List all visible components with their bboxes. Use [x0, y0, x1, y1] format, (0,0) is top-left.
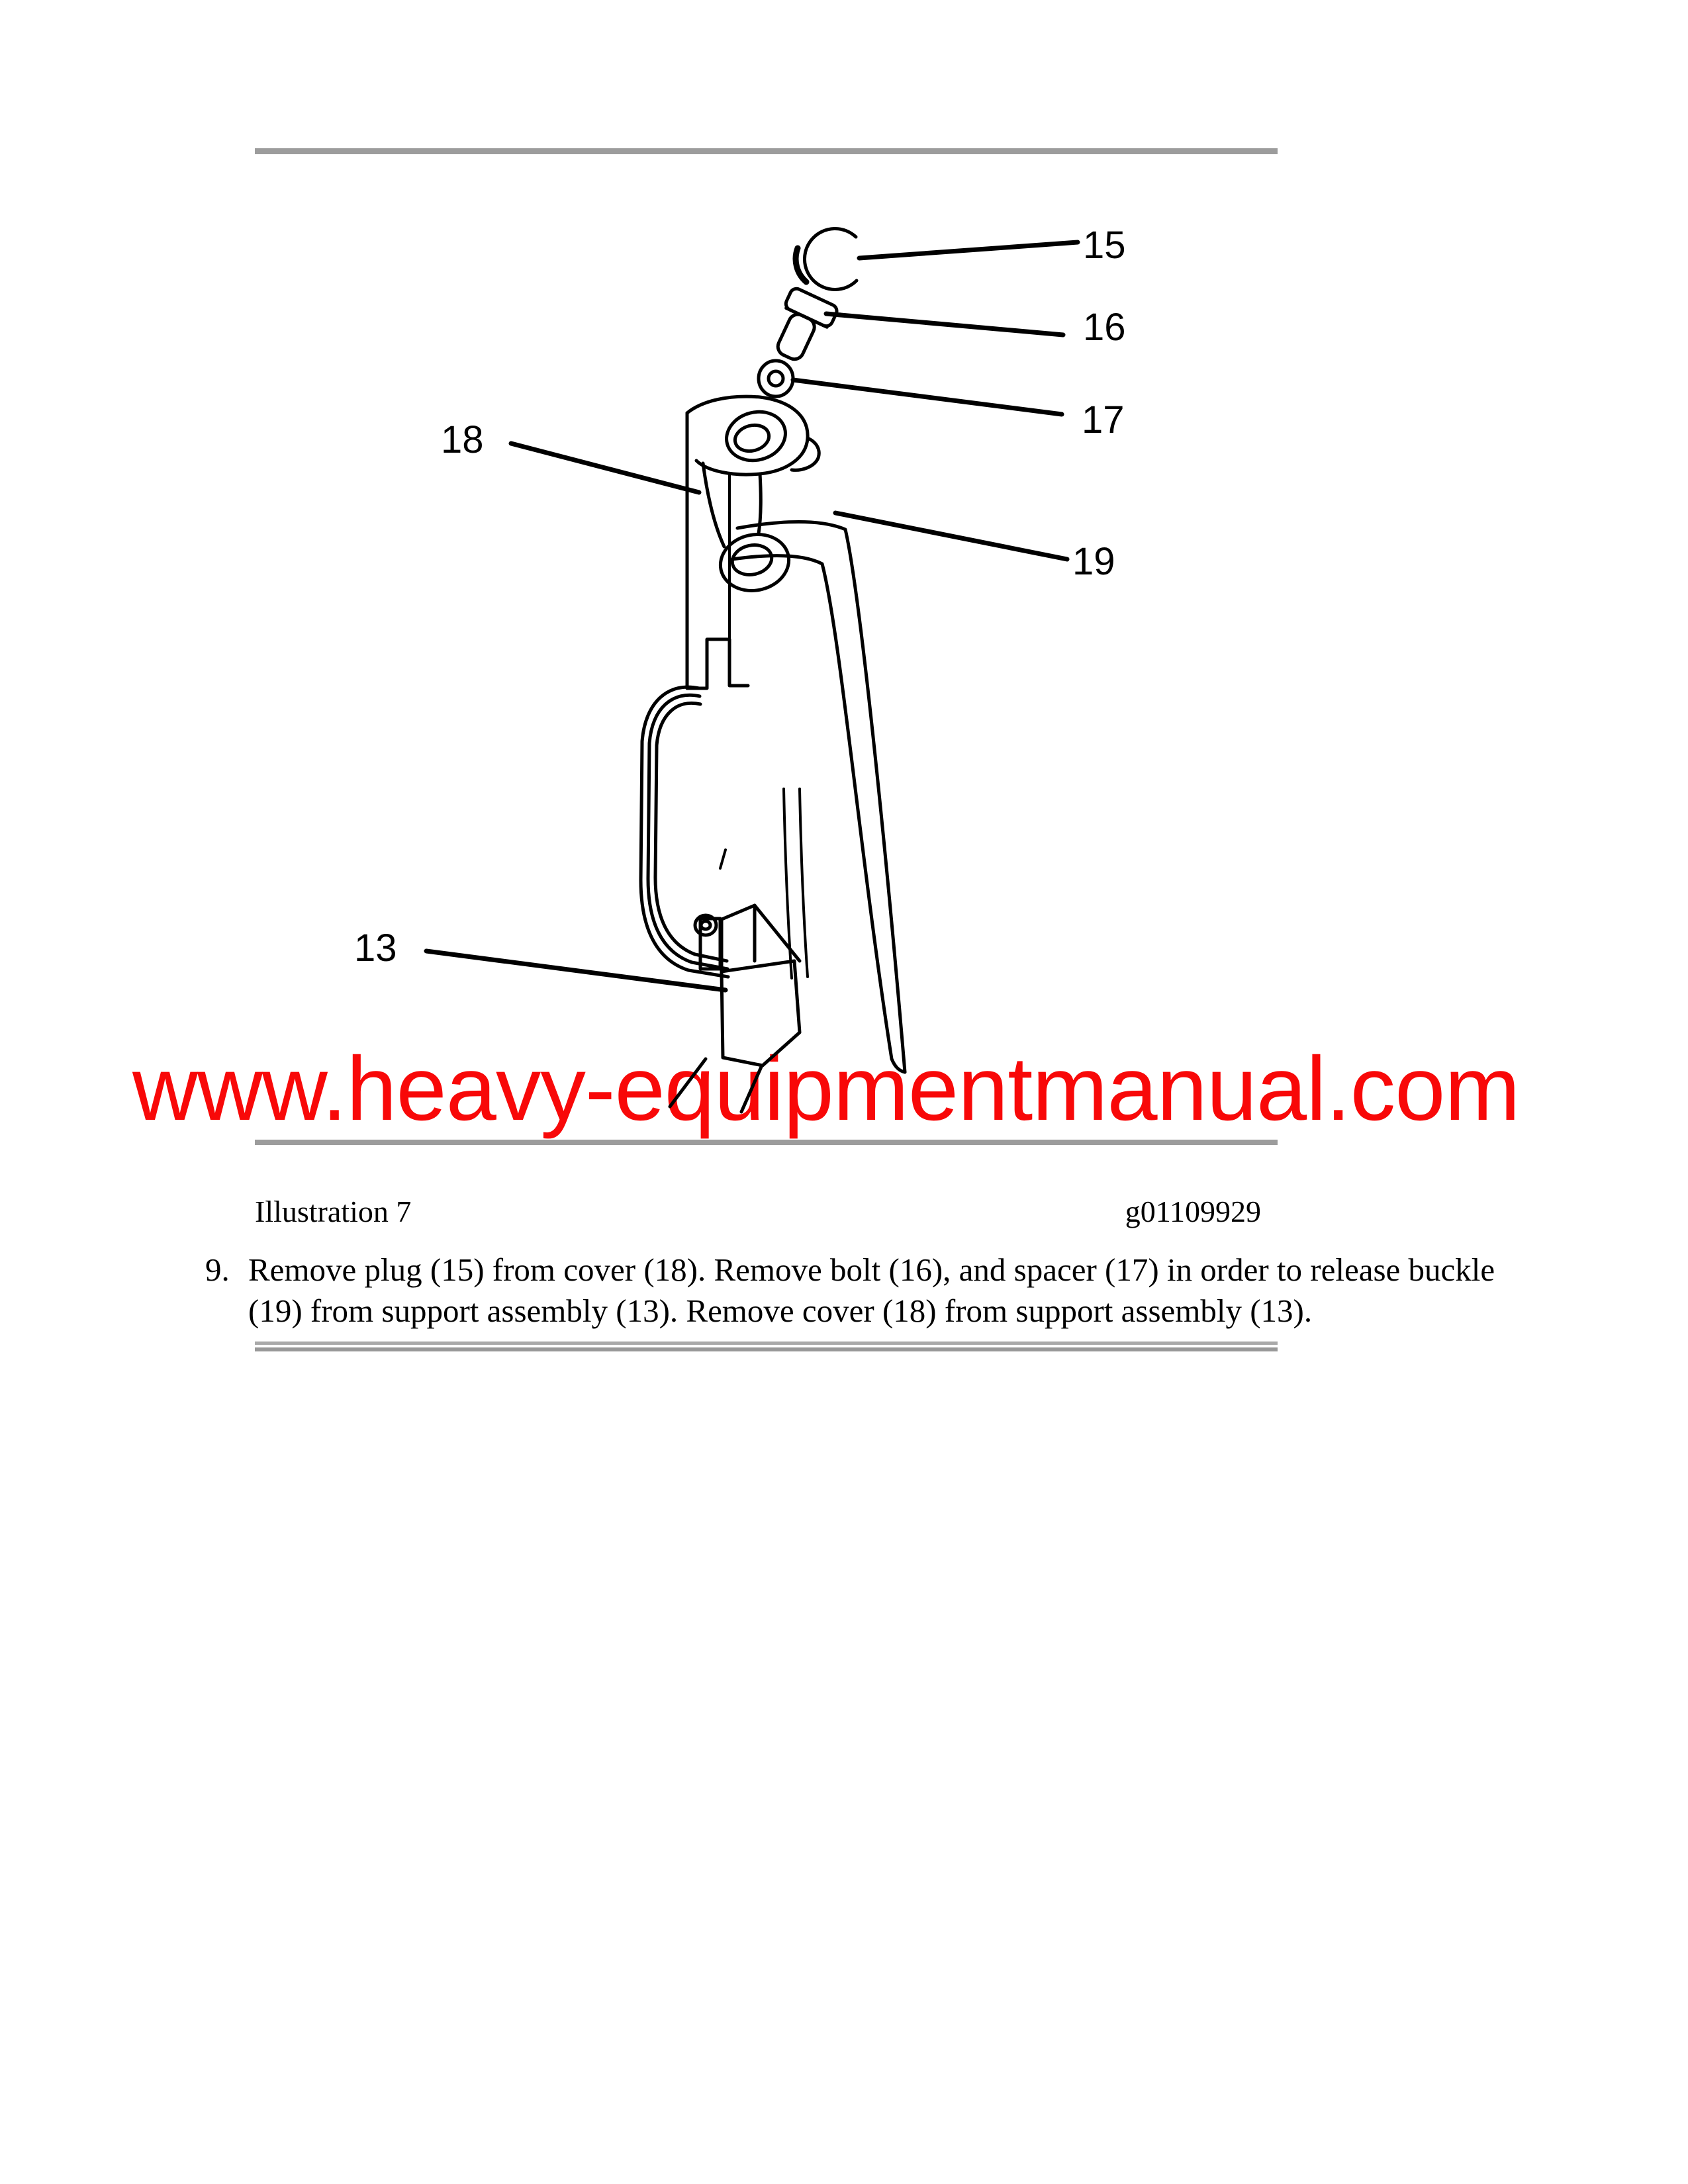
leader-line-15 — [859, 242, 1078, 258]
anchor-loop-icon — [715, 528, 794, 597]
support-bracket-icon — [670, 905, 800, 1112]
spacer-part-icon — [759, 361, 793, 396]
leader-line-17 — [793, 380, 1062, 414]
part-label-13: 13 — [354, 927, 397, 970]
figure-caption-row — [255, 1195, 1261, 1229]
step-text-line-1: Remove plug (15) from cover (18). Remove bolt (16), and spacer (17) in order to release buckle — [248, 1251, 1495, 1288]
figure-caption-id: g01109929 — [1125, 1195, 1261, 1228]
part-label-15: 15 — [1083, 224, 1126, 267]
part-label-19: 19 — [1072, 540, 1115, 583]
leader-line-18 — [511, 443, 699, 492]
step-text-line-2: (19) from support assembly (13). Remove cover (18) from support assembly (13). — [248, 1293, 1313, 1329]
leader-line-16 — [826, 314, 1063, 335]
step-item — [205, 1250, 1562, 1332]
buckle-strap-icon — [732, 522, 905, 1073]
figure-caption-label: Illustration 7 — [255, 1195, 412, 1228]
bolt-part-icon — [765, 287, 839, 368]
step-text — [248, 1250, 1562, 1332]
cover-part-icon — [687, 396, 819, 688]
part-label-18: 18 — [441, 418, 484, 461]
part-label-17: 17 — [1082, 398, 1125, 441]
support-body-icon — [641, 687, 728, 977]
step-number: 9. — [205, 1251, 230, 1288]
watermark-text: www.heavy-equipmentmanual.com — [132, 1038, 1520, 1140]
plug-part-icon — [796, 228, 857, 289]
leader-line-19 — [835, 513, 1067, 559]
part-label-16: 16 — [1083, 306, 1126, 349]
